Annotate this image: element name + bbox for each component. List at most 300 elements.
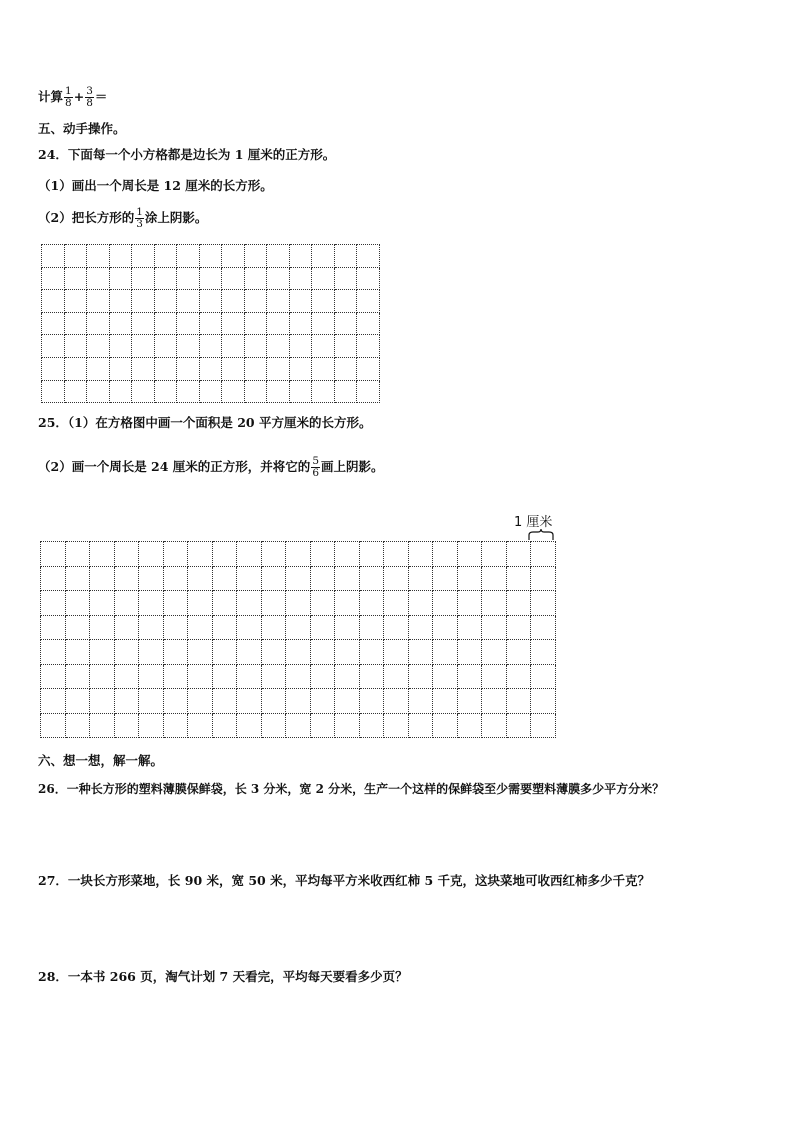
grid-row [41, 566, 556, 591]
grid-cell[interactable] [506, 566, 531, 591]
grid-cell[interactable] [177, 290, 200, 313]
grid-cell[interactable] [289, 357, 312, 380]
question-24-text: 24．下面每一个小方格都是边长为 1 厘米的正方形。 [38, 147, 336, 162]
grid-cell[interactable] [289, 380, 312, 403]
grid-cell[interactable] [212, 640, 237, 665]
grid-cell[interactable] [335, 591, 360, 616]
grid-cell[interactable] [457, 640, 482, 665]
grid-cell[interactable] [359, 591, 384, 616]
grid-cell[interactable] [408, 542, 433, 567]
grid-cell[interactable] [154, 357, 177, 380]
grid-cell[interactable] [286, 664, 311, 689]
grid-cell[interactable] [433, 640, 458, 665]
grid-cell[interactable] [188, 640, 213, 665]
fraction-three-eighths: $\frac{3}{8}$ [86, 85, 93, 109]
grid-cell[interactable] [433, 615, 458, 640]
grid-cell[interactable] [286, 640, 311, 665]
grid-cell[interactable] [90, 591, 115, 616]
grid-cell[interactable] [286, 713, 311, 738]
grid-cell[interactable] [90, 615, 115, 640]
grid-cell[interactable] [408, 615, 433, 640]
grid-cell[interactable] [267, 267, 290, 290]
grid-cell[interactable] [154, 312, 177, 335]
grid-cell[interactable] [310, 615, 335, 640]
grid-cell[interactable] [65, 591, 90, 616]
grid-cell[interactable] [109, 267, 132, 290]
grid-cell[interactable] [199, 335, 222, 358]
grid-cell[interactable] [65, 615, 90, 640]
grid-cell[interactable] [237, 664, 262, 689]
grid-cell[interactable] [188, 566, 213, 591]
grid-cell[interactable] [114, 615, 139, 640]
grid-cell[interactable] [237, 640, 262, 665]
grid-cell[interactable] [334, 380, 357, 403]
grid-cell[interactable] [109, 312, 132, 335]
grid-cell[interactable] [177, 245, 200, 268]
grid-cell[interactable] [212, 689, 237, 714]
grid-cell[interactable] [357, 290, 380, 313]
grid-cell[interactable] [41, 542, 66, 567]
grid-cell[interactable] [90, 689, 115, 714]
unit-brace-icon [528, 528, 556, 542]
grid-cell[interactable] [177, 357, 200, 380]
grid-cell[interactable] [199, 357, 222, 380]
grid-cell[interactable] [357, 267, 380, 290]
grid-cell[interactable] [334, 312, 357, 335]
plus-sign: + [73, 89, 85, 104]
grid-cell[interactable] [312, 290, 335, 313]
grid-cell[interactable] [359, 640, 384, 665]
grid-cell[interactable] [335, 664, 360, 689]
grid-cell[interactable] [286, 542, 311, 567]
grid-cell[interactable] [163, 615, 188, 640]
question-25-part1: 25．（1）在方格图中画一个面积是 20 平方厘米的长方形。 [38, 415, 372, 430]
grid-cell[interactable] [237, 713, 262, 738]
grid-cell[interactable] [237, 689, 262, 714]
grid-table[interactable] [40, 541, 556, 738]
grid-cell[interactable] [310, 689, 335, 714]
grid-question-25[interactable] [40, 541, 556, 738]
grid-cell[interactable] [109, 245, 132, 268]
grid-cell[interactable] [289, 267, 312, 290]
grid-cell[interactable] [267, 335, 290, 358]
grid-cell[interactable] [65, 542, 90, 567]
grid-cell[interactable] [64, 290, 87, 313]
grid-cell[interactable] [408, 664, 433, 689]
grid-cell[interactable] [506, 713, 531, 738]
grid-cell[interactable] [531, 640, 556, 665]
grid-cell[interactable] [65, 640, 90, 665]
grid-row [42, 267, 380, 290]
grid-cell[interactable] [244, 357, 267, 380]
grid-cell[interactable] [87, 245, 110, 268]
grid-cell[interactable] [289, 245, 312, 268]
grid-cell[interactable] [359, 713, 384, 738]
grid-cell[interactable] [433, 542, 458, 567]
grid-cell[interactable] [114, 640, 139, 665]
grid-cell[interactable] [222, 380, 245, 403]
grid-cell[interactable] [531, 713, 556, 738]
grid-cell[interactable] [212, 713, 237, 738]
grid-cell[interactable] [312, 312, 335, 335]
grid-cell[interactable] [384, 615, 409, 640]
grid-cell[interactable] [163, 664, 188, 689]
grid-cell[interactable] [139, 591, 164, 616]
grid-cell[interactable] [531, 566, 556, 591]
grid-cell[interactable] [212, 615, 237, 640]
grid-cell[interactable] [154, 335, 177, 358]
grid-cell[interactable] [357, 380, 380, 403]
grid-cell[interactable] [312, 245, 335, 268]
unit-label: 1 厘米 [514, 515, 553, 530]
grid-cell[interactable] [334, 357, 357, 380]
grid-cell[interactable] [87, 290, 110, 313]
grid-cell[interactable] [199, 312, 222, 335]
grid-cell[interactable] [222, 245, 245, 268]
grid-cell[interactable] [457, 664, 482, 689]
grid-cell[interactable] [267, 290, 290, 313]
grid-cell[interactable] [154, 290, 177, 313]
grid-cell[interactable] [482, 713, 507, 738]
grid-cell[interactable] [132, 267, 155, 290]
grid-cell[interactable] [199, 267, 222, 290]
question-24-part2: （2）把长方形的 $\frac{1}{3}$ 涂上阴影。 [38, 206, 208, 230]
grid-cell[interactable] [261, 689, 286, 714]
grid-cell[interactable] [188, 615, 213, 640]
grid-cell[interactable] [199, 290, 222, 313]
grid-cell[interactable] [506, 689, 531, 714]
grid-cell[interactable] [433, 713, 458, 738]
grid-cell[interactable] [433, 664, 458, 689]
grid-cell[interactable] [64, 267, 87, 290]
grid-cell[interactable] [87, 312, 110, 335]
grid-cell[interactable] [132, 380, 155, 403]
grid-row [41, 713, 556, 738]
grid-cell[interactable] [286, 615, 311, 640]
grid-cell[interactable] [114, 591, 139, 616]
grid-cell[interactable] [289, 290, 312, 313]
grid-cell[interactable] [41, 689, 66, 714]
grid-cell[interactable] [286, 566, 311, 591]
grid-cell[interactable] [506, 664, 531, 689]
grid-cell[interactable] [261, 591, 286, 616]
grid-cell[interactable] [41, 664, 66, 689]
grid-cell[interactable] [90, 713, 115, 738]
section-six-title: 六、想一想，解一解。 [38, 753, 164, 768]
grid-cell[interactable] [335, 689, 360, 714]
grid-cell[interactable] [506, 591, 531, 616]
grid-cell[interactable] [41, 640, 66, 665]
grid-row [42, 312, 380, 335]
grid-cell[interactable] [64, 357, 87, 380]
grid-cell[interactable] [90, 640, 115, 665]
grid-cell[interactable] [244, 380, 267, 403]
grid-cell[interactable] [132, 290, 155, 313]
grid-cell[interactable] [132, 245, 155, 268]
grid-cell[interactable] [310, 566, 335, 591]
grid-cell[interactable] [384, 566, 409, 591]
grid-cell[interactable] [312, 357, 335, 380]
grid-cell[interactable] [482, 566, 507, 591]
grid-cell[interactable] [310, 713, 335, 738]
grid-cell[interactable] [384, 542, 409, 567]
grid-cell[interactable] [64, 380, 87, 403]
grid-cell[interactable] [289, 312, 312, 335]
grid-cell[interactable] [482, 640, 507, 665]
grid-cell[interactable] [139, 542, 164, 567]
grid-cell[interactable] [244, 312, 267, 335]
grid-cell[interactable] [384, 689, 409, 714]
grid-cell[interactable] [261, 566, 286, 591]
grid-cell[interactable] [109, 335, 132, 358]
grid-cell[interactable] [188, 689, 213, 714]
grid-cell[interactable] [357, 335, 380, 358]
grid-cell[interactable] [109, 380, 132, 403]
grid-cell[interactable] [212, 566, 237, 591]
grid-cell[interactable] [42, 312, 65, 335]
grid-cell[interactable] [212, 664, 237, 689]
grid-cell[interactable] [312, 267, 335, 290]
grid-cell[interactable] [310, 640, 335, 665]
grid-row [42, 290, 380, 313]
grid-cell[interactable] [177, 267, 200, 290]
grid-cell[interactable] [87, 335, 110, 358]
grid-cell[interactable] [286, 689, 311, 714]
grid-cell[interactable] [163, 542, 188, 567]
grid-cell[interactable] [531, 689, 556, 714]
grid-cell[interactable] [244, 245, 267, 268]
grid-cell[interactable] [188, 664, 213, 689]
grid-cell[interactable] [310, 591, 335, 616]
fraction-one-third: $\frac{1}{3}$ [136, 206, 143, 230]
grid-cell[interactable] [188, 713, 213, 738]
grid-cell[interactable] [334, 335, 357, 358]
grid-cell[interactable] [65, 713, 90, 738]
grid-cell[interactable] [114, 713, 139, 738]
grid-cell[interactable] [237, 615, 262, 640]
grid-cell[interactable] [457, 713, 482, 738]
grid-cell[interactable] [90, 542, 115, 567]
grid-cell[interactable] [506, 615, 531, 640]
grid-cell[interactable] [222, 290, 245, 313]
grid-cell[interactable] [335, 640, 360, 665]
grid-cell[interactable] [261, 664, 286, 689]
grid-cell[interactable] [199, 245, 222, 268]
grid-cell[interactable] [457, 615, 482, 640]
grid-cell[interactable] [163, 591, 188, 616]
grid-cell[interactable] [335, 542, 360, 567]
grid-cell[interactable] [359, 689, 384, 714]
grid-cell[interactable] [244, 335, 267, 358]
grid-cell[interactable] [188, 542, 213, 567]
grid-cell[interactable] [65, 664, 90, 689]
grid-cell[interactable] [357, 357, 380, 380]
grid-row [41, 640, 556, 665]
grid-cell[interactable] [261, 542, 286, 567]
grid-cell[interactable] [139, 689, 164, 714]
grid-cell[interactable] [132, 335, 155, 358]
grid-cell[interactable] [261, 640, 286, 665]
grid-cell[interactable] [408, 713, 433, 738]
grid-cell[interactable] [310, 542, 335, 567]
grid-cell[interactable] [334, 245, 357, 268]
grid-cell[interactable] [433, 689, 458, 714]
grid-cell[interactable] [163, 689, 188, 714]
grid-cell[interactable] [139, 566, 164, 591]
grid-cell[interactable] [114, 689, 139, 714]
grid-cell[interactable] [482, 615, 507, 640]
grid-cell[interactable] [222, 312, 245, 335]
grid-cell[interactable] [384, 664, 409, 689]
grid-cell[interactable] [335, 615, 360, 640]
grid-cell[interactable] [312, 335, 335, 358]
question-27-text: 27．一块长方形菜地，长 90 米，宽 50 米，平均每平方米收西红柿 5 千克，这块菜地可收西红柿多少千克？ [38, 873, 650, 888]
grid-cell[interactable] [222, 335, 245, 358]
grid-cell[interactable] [177, 380, 200, 403]
grid-cell[interactable] [384, 591, 409, 616]
grid-cell[interactable] [531, 591, 556, 616]
grid-cell[interactable] [87, 267, 110, 290]
grid-cell[interactable] [286, 591, 311, 616]
grid-cell[interactable] [42, 357, 65, 380]
grid-cell[interactable] [41, 615, 66, 640]
grid-cell[interactable] [457, 689, 482, 714]
grid-cell[interactable] [357, 245, 380, 268]
grid-cell[interactable] [482, 689, 507, 714]
grid-cell[interactable] [154, 380, 177, 403]
grid-cell[interactable] [267, 312, 290, 335]
grid-cell[interactable] [408, 689, 433, 714]
grid-cell[interactable] [267, 245, 290, 268]
grid-cell[interactable] [244, 290, 267, 313]
grid-cell[interactable] [408, 566, 433, 591]
grid-cell[interactable] [506, 542, 531, 567]
grid-cell[interactable] [87, 357, 110, 380]
grid-cell[interactable] [87, 380, 110, 403]
grid-cell[interactable] [154, 267, 177, 290]
grid-cell[interactable] [222, 267, 245, 290]
grid-cell[interactable] [237, 542, 262, 567]
grid-cell[interactable] [139, 615, 164, 640]
grid-cell[interactable] [64, 245, 87, 268]
equals-sign: ＝ [94, 89, 108, 104]
grid-cell[interactable] [222, 357, 245, 380]
grid-cell[interactable] [312, 380, 335, 403]
grid-cell[interactable] [261, 615, 286, 640]
grid-cell[interactable] [384, 640, 409, 665]
grid-cell[interactable] [267, 380, 290, 403]
grid-cell[interactable] [310, 664, 335, 689]
grid-cell[interactable] [41, 713, 66, 738]
grid-cell[interactable] [457, 591, 482, 616]
grid-cell[interactable] [154, 245, 177, 268]
grid-cell[interactable] [531, 664, 556, 689]
fraction-one-eighth: $\frac{1}{8}$ [65, 85, 72, 109]
grid-cell[interactable] [132, 357, 155, 380]
grid-cell[interactable] [335, 713, 360, 738]
grid-cell[interactable] [139, 713, 164, 738]
grid-cell[interactable] [139, 640, 164, 665]
grid-cell[interactable] [163, 640, 188, 665]
grid-cell[interactable] [457, 542, 482, 567]
grid-cell[interactable] [212, 542, 237, 567]
grid-cell[interactable] [237, 566, 262, 591]
grid-cell[interactable] [359, 615, 384, 640]
grid-cell[interactable] [64, 335, 87, 358]
grid-cell[interactable] [267, 357, 290, 380]
grid-cell[interactable] [41, 591, 66, 616]
grid-cell[interactable] [42, 380, 65, 403]
grid-cell[interactable] [132, 312, 155, 335]
grid-question-24[interactable] [41, 244, 380, 403]
grid-cell[interactable] [139, 664, 164, 689]
grid-cell[interactable] [384, 713, 409, 738]
grid-cell[interactable] [64, 312, 87, 335]
grid-cell[interactable] [334, 267, 357, 290]
grid-cell[interactable] [482, 664, 507, 689]
grid-cell[interactable] [188, 591, 213, 616]
grid-cell[interactable] [109, 290, 132, 313]
grid-cell[interactable] [531, 542, 556, 567]
grid-cell[interactable] [65, 689, 90, 714]
grid-cell[interactable] [65, 566, 90, 591]
grid-cell[interactable] [408, 591, 433, 616]
question-26-text: 26．一种长方形的塑料薄膜保鲜袋，长 3 分米，宽 2 分米，生产一个这样的保鲜袋至少需要塑料薄膜多少平方分米？ [38, 782, 665, 796]
grid-cell[interactable] [244, 267, 267, 290]
grid-cell[interactable] [531, 615, 556, 640]
grid-cell[interactable] [114, 664, 139, 689]
grid-cell[interactable] [42, 245, 65, 268]
grid-cell[interactable] [199, 380, 222, 403]
grid-cell[interactable] [335, 566, 360, 591]
grid-cell[interactable] [114, 542, 139, 567]
grid-cell[interactable] [90, 566, 115, 591]
grid-cell[interactable] [433, 591, 458, 616]
grid-cell[interactable] [506, 640, 531, 665]
grid-cell[interactable] [177, 335, 200, 358]
grid-cell[interactable] [212, 591, 237, 616]
grid-cell[interactable] [109, 357, 132, 380]
grid-cell[interactable] [482, 542, 507, 567]
grid-cell[interactable] [359, 566, 384, 591]
grid-cell[interactable] [334, 290, 357, 313]
grid-cell[interactable] [41, 566, 66, 591]
grid-cell[interactable] [177, 312, 200, 335]
grid-cell[interactable] [114, 566, 139, 591]
grid-cell[interactable] [163, 713, 188, 738]
grid-cell[interactable] [42, 290, 65, 313]
grid-cell[interactable] [289, 335, 312, 358]
grid-cell[interactable] [261, 713, 286, 738]
calc-line [38, 86, 107, 109]
grid-cell[interactable] [457, 566, 482, 591]
grid-cell[interactable] [42, 335, 65, 358]
grid-cell[interactable] [359, 542, 384, 567]
grid-cell[interactable] [482, 591, 507, 616]
grid-row [42, 380, 380, 403]
grid-table[interactable] [41, 244, 380, 403]
grid-cell[interactable] [408, 640, 433, 665]
grid-cell[interactable] [359, 664, 384, 689]
grid-cell[interactable] [237, 591, 262, 616]
grid-cell[interactable] [357, 312, 380, 335]
grid-cell[interactable] [163, 566, 188, 591]
grid-row [42, 335, 380, 358]
section-five-title: 五、动手操作。 [38, 121, 126, 136]
grid-cell[interactable] [433, 566, 458, 591]
grid-cell[interactable] [90, 664, 115, 689]
grid-cell[interactable] [42, 267, 65, 290]
